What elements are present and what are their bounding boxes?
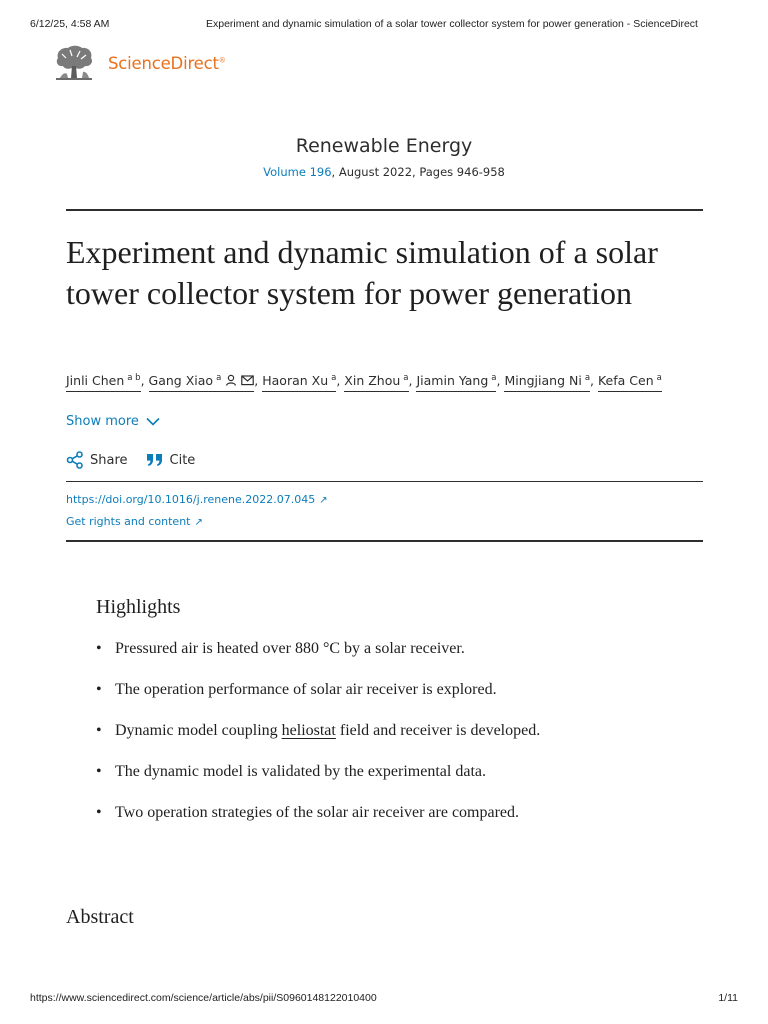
author-list: Jinli Chen $^{a b}$, Gang Xiao $^a$ , Haoran Xu $^a$, Xin Zhou $^a$, Jiamin Yang $^a$, Mingjiang Ni $^a$, Kefa Cen $^a$ <box>66 373 706 388</box>
cite-label: Cite <box>169 452 196 468</box>
envelope-icon <box>241 375 254 386</box>
rights-link[interactable]: Get rights and content ↗ <box>66 515 203 528</box>
highlight-item: • Pressured air is heated over 880 °C by a solar receiver. <box>96 640 465 657</box>
author-link[interactable]: Kefa Cen $^a$ <box>598 373 662 392</box>
highlight-item: • Dynamic model coupling heliostat field and receiver is developed. <box>96 722 541 739</box>
share-button[interactable] <box>66 451 128 469</box>
person-icon <box>225 374 237 386</box>
abstract-heading: Abstract <box>66 906 134 928</box>
sciencedirect-logo[interactable] <box>52 44 226 82</box>
volume-link[interactable]: Volume 196 <box>263 165 332 179</box>
divider-actions <box>66 481 703 482</box>
issue-details: , August 2022, Pages 946-958 <box>331 165 505 179</box>
external-link-icon: ↗ <box>319 495 328 506</box>
author-link[interactable]: Jinli Chen $^{a b}$ <box>66 373 141 392</box>
print-datetime: 6/12/25, 4:58 AM <box>30 18 110 30</box>
issue-info <box>0 165 768 179</box>
author-link[interactable]: Jiamin Yang $^a$ <box>416 373 496 392</box>
highlights-list <box>96 640 696 845</box>
print-url: https://www.sciencedirect.com/science/article/abs/pii/S0960148122010400 <box>30 992 377 1004</box>
author-link[interactable]: Haoran Xu $^a$ <box>262 373 336 392</box>
highlights-heading: Highlights <box>96 596 181 618</box>
divider-bottom <box>66 540 703 542</box>
author-link[interactable]: Xin Zhou $^a$ <box>344 373 408 392</box>
share-icon <box>66 451 84 469</box>
chevron-down-icon <box>146 417 160 426</box>
external-link-icon: ↗ <box>194 517 203 528</box>
heliostat-link[interactable]: heliostat <box>281 722 336 739</box>
journal-name[interactable]: Renewable Energy <box>295 135 473 157</box>
page-number: 1/11 <box>718 992 738 1004</box>
print-document-title: Experiment and dynamic simulation of a solar tower collector system for power generation - ScienceDirect <box>206 18 698 30</box>
share-label: Share <box>90 452 128 468</box>
article-title: Experiment and dynamic simulation of a solar tower collector system for power generation <box>66 234 658 311</box>
highlight-item: • The dynamic model is validated by the experimental data. <box>96 763 486 780</box>
highlight-item: • The operation performance of solar air receiver is explored. <box>96 681 497 698</box>
show-more-label: Show more <box>66 414 139 429</box>
show-more-button[interactable] <box>66 414 160 429</box>
cite-button[interactable] <box>146 452 196 468</box>
brand-name: ScienceDirect® <box>108 53 226 73</box>
elsevier-tree-icon <box>52 44 96 82</box>
author-link[interactable]: Gang Xiao $^a$ <box>149 373 255 392</box>
divider-top <box>66 209 703 211</box>
highlight-item: • Two operation strategies of the solar air receiver are compared. <box>96 804 520 821</box>
quote-icon <box>146 452 164 468</box>
author-link[interactable]: Mingjiang Ni $^a$ <box>504 373 590 392</box>
article-actions <box>66 451 213 469</box>
doi-link[interactable]: https://doi.org/10.1016/j.renene.2022.07.045 ↗ <box>66 493 328 506</box>
